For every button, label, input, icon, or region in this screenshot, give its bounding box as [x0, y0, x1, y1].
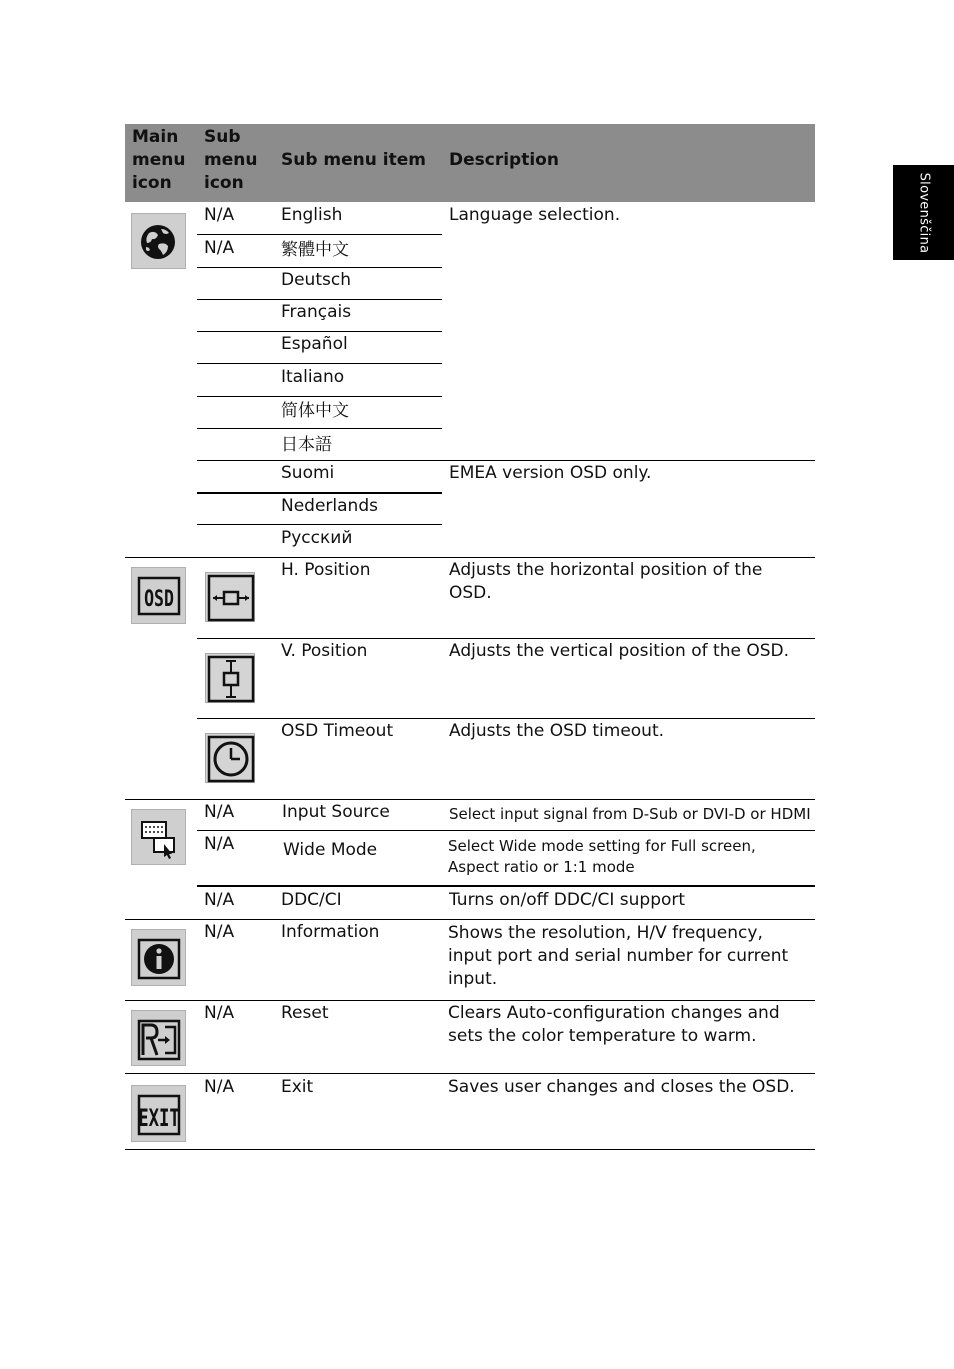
subicon-na: N/A [204, 922, 235, 942]
ddc-ci-description: Turns on/off DDC/CI support [449, 890, 686, 910]
menu-item-suomi: Suomi [281, 463, 335, 483]
header-sub-icon: Sub menu icon [204, 127, 258, 193]
subicon-na: N/A [204, 834, 235, 854]
row-divider [197, 299, 442, 300]
globe-icon [131, 213, 186, 269]
subicon-na: N/A [204, 238, 235, 258]
input-settings-icon [131, 809, 186, 865]
menu-item-reset: Reset [281, 1003, 329, 1023]
row-divider [197, 234, 442, 235]
menu-item-ddc-ci: DDC/CI [281, 890, 342, 910]
menu-item-exit: Exit [281, 1077, 314, 1097]
reset-description: Clears Auto-configuration changes and sets the color temperature to warm. [448, 1003, 780, 1046]
subicon-na: N/A [204, 1077, 235, 1097]
row-divider [197, 363, 442, 364]
menu-item-wide-mode: Wide Mode [283, 840, 378, 860]
exit-description: Saves user changes and closes the OSD. [448, 1077, 795, 1097]
group-divider [125, 1000, 815, 1001]
menu-item-nederlands: Nederlands [281, 496, 378, 516]
menu-item-deutsch: Deutsch [281, 270, 351, 290]
subicon-na: N/A [204, 890, 235, 910]
row-divider [197, 885, 815, 887]
reset-icon [131, 1010, 186, 1066]
menu-item-russian: Русский [281, 528, 353, 548]
horizontal-position-icon [205, 572, 255, 622]
vertical-position-icon [205, 653, 255, 703]
menu-item-espanol: Español [281, 334, 348, 354]
header-main-icon: Main menu icon [132, 127, 186, 193]
menu-item-italiano: Italiano [281, 367, 345, 387]
menu-item-v-position: V. Position [281, 641, 368, 661]
v-position-description: Adjusts the vertical position of the OSD. [449, 641, 789, 661]
osd-timeout-description: Adjusts the OSD timeout. [449, 721, 665, 741]
row-divider [197, 396, 442, 397]
group-divider [125, 1073, 815, 1074]
row-divider [197, 718, 815, 719]
row-divider [197, 460, 815, 461]
h-position-description: Adjusts the horizontal position of the OSD. [449, 560, 763, 603]
row-divider [197, 428, 442, 429]
header-description: Description [449, 150, 559, 170]
svg-text:OSD: OSD [144, 585, 174, 612]
menu-item-simplified-chinese: 简体中文 [281, 401, 349, 421]
row-divider [197, 267, 442, 268]
menu-item-english: English [281, 205, 343, 225]
menu-item-h-position: H. Position [281, 560, 371, 580]
row-divider [197, 830, 815, 831]
input-source-description: Select input signal from D-Sub or DVI-D or HDMI [449, 805, 811, 823]
language-description: Language selection. [449, 205, 621, 225]
menu-item-information: Information [281, 922, 380, 942]
emea-description: EMEA version OSD only. [449, 463, 652, 483]
info-icon [131, 929, 186, 986]
clock-icon [205, 733, 255, 783]
subicon-na: N/A [204, 1003, 235, 1023]
row-divider [197, 638, 815, 639]
group-divider [125, 799, 815, 800]
row-divider [197, 524, 442, 525]
subicon-na: N/A [204, 205, 235, 225]
group-divider [125, 557, 815, 558]
language-side-tab [893, 165, 954, 260]
svg-text:EXIT: EXIT [138, 1104, 180, 1132]
menu-item-osd-timeout: OSD Timeout [281, 721, 394, 741]
menu-item-input-source: Input Source [282, 802, 390, 822]
menu-item-japanese: 日本語 [281, 435, 332, 455]
row-divider [197, 331, 442, 332]
exit-icon [131, 1085, 186, 1142]
table-bottom-border [125, 1149, 815, 1150]
menu-item-francais: Français [281, 302, 352, 322]
header-sub-item: Sub menu item [281, 150, 426, 170]
wide-mode-description: Select Wide mode setting for Full screen, Aspect ratio or 1:1 mode [448, 837, 756, 876]
subicon-na: N/A [204, 802, 235, 822]
information-description: Shows the resolution, H/V frequency, input port and serial number for current input. [448, 923, 789, 989]
osd-icon [131, 567, 186, 624]
side-tab-label: Slovenščina [916, 172, 931, 253]
menu-item-traditional-chinese: 繁體中文 [281, 240, 349, 260]
group-divider [125, 919, 815, 920]
row-divider [197, 492, 442, 494]
